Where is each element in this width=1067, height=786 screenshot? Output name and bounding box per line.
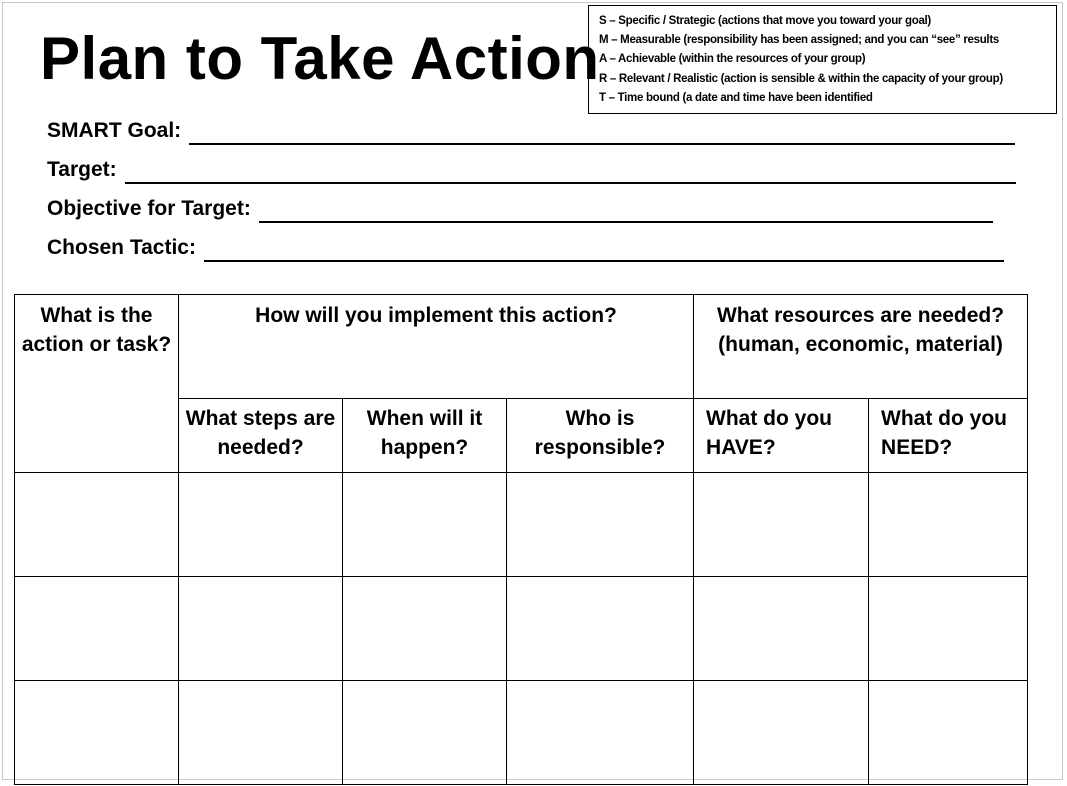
- objective-field[interactable]: [47, 195, 993, 223]
- tactic-field[interactable]: [47, 234, 1004, 262]
- cell-steps[interactable]: [179, 577, 343, 681]
- cell-who[interactable]: [507, 577, 694, 681]
- smart-line-a: A – Achievable (within the resources of your group): [599, 53, 866, 66]
- cell-action[interactable]: [15, 577, 179, 681]
- header-have: What do you HAVE?: [694, 399, 869, 473]
- cell-steps[interactable]: [179, 681, 343, 785]
- smart-line-s: S – Specific / Strategic (actions that move you toward your goal): [599, 15, 931, 27]
- smart-line-m: M – Measurable (responsibility has been assigned; and you can “see” results: [599, 34, 999, 47]
- table-row: [15, 473, 1028, 577]
- header-who: Who is responsible?: [507, 399, 694, 473]
- cell-action[interactable]: [15, 473, 179, 577]
- cell-who[interactable]: [507, 473, 694, 577]
- cell-have[interactable]: [694, 473, 869, 577]
- tactic-blank-line[interactable]: [204, 238, 1004, 262]
- cell-steps[interactable]: [179, 473, 343, 577]
- table-row: [15, 577, 1028, 681]
- cell-need[interactable]: [869, 681, 1028, 785]
- table-row: [15, 681, 1028, 785]
- cell-have[interactable]: [694, 577, 869, 681]
- header-implement-group: How will you implement this action?: [179, 295, 694, 399]
- header-resources-group: What resources are needed? (human, economic, material): [694, 295, 1028, 399]
- smart-criteria-box: [588, 5, 1057, 114]
- cell-who[interactable]: [507, 681, 694, 785]
- smart-line-t: T – Time bound (a date and time have been identified: [599, 91, 873, 104]
- target-field[interactable]: [47, 156, 1016, 184]
- cell-need[interactable]: [869, 577, 1028, 681]
- header-need: What do you NEED?: [869, 399, 1028, 473]
- target-blank-line[interactable]: [125, 160, 1016, 184]
- header-when: When will it happen?: [343, 399, 507, 473]
- cell-need[interactable]: [869, 473, 1028, 577]
- worksheet-page: [2, 2, 1063, 780]
- cell-when[interactable]: [343, 577, 507, 681]
- smart-goal-field[interactable]: [47, 117, 1015, 145]
- smart-line-r: R – Relevant / Realistic (action is sensible & within the capacity of your group): [599, 72, 1003, 85]
- objective-label: Objective for Target:: [47, 197, 251, 220]
- cell-action[interactable]: [15, 681, 179, 785]
- objective-blank-line[interactable]: [259, 199, 993, 223]
- page-title: Plan to Take Action: [40, 25, 600, 92]
- header-action-task: What is the action or task?: [15, 295, 179, 473]
- cell-when[interactable]: [343, 473, 507, 577]
- target-label: Target:: [47, 158, 117, 181]
- action-plan-table: [14, 294, 1028, 785]
- tactic-label: Chosen Tactic:: [47, 236, 196, 259]
- table-header-row-1: [15, 295, 1028, 399]
- smart-goal-label: SMART Goal:: [47, 119, 182, 142]
- header-steps: What steps are needed?: [179, 399, 343, 473]
- cell-have[interactable]: [694, 681, 869, 785]
- cell-when[interactable]: [343, 681, 507, 785]
- smart-goal-blank-line[interactable]: [189, 121, 1015, 145]
